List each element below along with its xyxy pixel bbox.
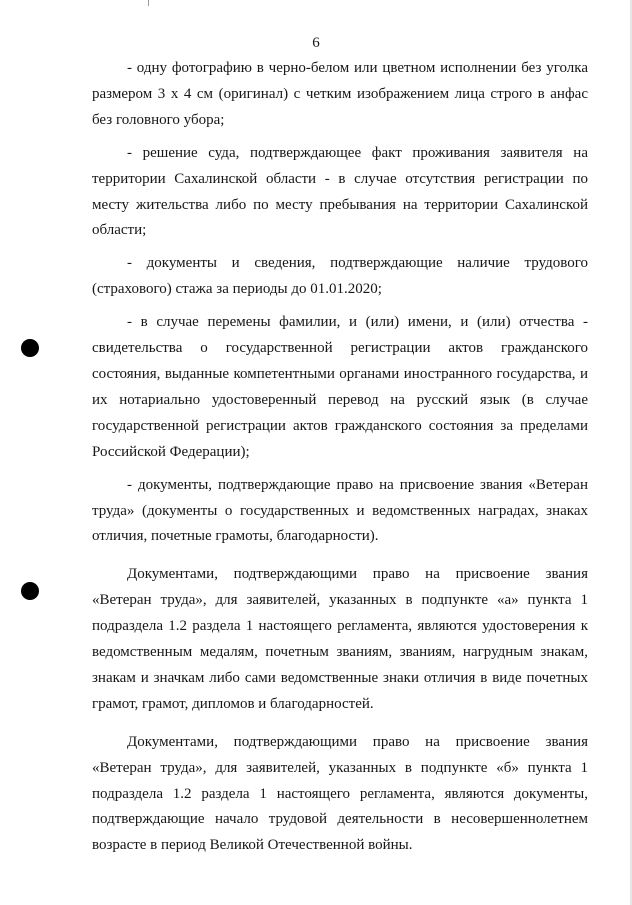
scan-artifact-mark — [148, 0, 149, 6]
paragraph-veteran-documents: - документы, подтверждающие право на присвоение звания «Ветеран труда» (документы о государственных и ведомственных наградах, знаках отличия, почетные грамоты, благодарности). — [92, 476, 588, 545]
punch-hole-bottom — [21, 582, 39, 600]
page-number: 6 — [312, 35, 320, 51]
paragraph-subpoint-a: Документами, подтверждающими право на присвоение звания «Ветеран труда», для заявителей, указанных в подпункте «а» пункта 1 подраздела 1.2 раздела 1 настоящего регламента, являются удостоверения к ведомственным медалям, почетным званиям, званиям, нагрудным знакам, знакам и значкам либо сами ведомственные знаки отличия в виде почетных грамот, грамот, дипломов и благодарностей. — [92, 566, 588, 712]
paragraph-photo-requirement: - одну фотографию в черно-белом или цветном исполнении без уголка размером 3 х 4 см (оригинал) с четким изображением лица строго в анфас без головного убора; — [92, 60, 588, 128]
paragraph-work-experience: - документы и сведения, подтверждающие наличие трудового (страхового) стажа за периоды до 01.01.2020; — [92, 255, 588, 298]
paragraph-court-decision: - решение суда, подтверждающее факт проживания заявителя на территории Сахалинской области - в случае отсутствия регистрации по месту жительства либо по месту пребывания на территории Сахалинской области; — [92, 144, 588, 239]
punch-hole-top — [21, 339, 39, 357]
paragraph-subpoint-b: Документами, подтверждающими право на присвоение звания «Ветеран труда», для заявителей, указанных в подпункте «б» пункта 1 подраздела 1.2 раздела 1 настоящего регламента, являются документы, подтверждающие начало трудовой деятельности в несовершеннолетнем возрасте в период Великой Отечественной войны. — [92, 733, 588, 854]
paragraph-name-change: - в случае перемены фамилии, и (или) имени, и (или) отчества - свидетельства о государственной регистрации актов гражданского состояния, выданные компетентными органами иностранного государства, и их нотариально удостоверенный перевод на русский язык (в случае государственной регистрации актов гражданского состояния за пределами Российской Федерации); — [92, 314, 588, 460]
document-body — [92, 56, 588, 859]
